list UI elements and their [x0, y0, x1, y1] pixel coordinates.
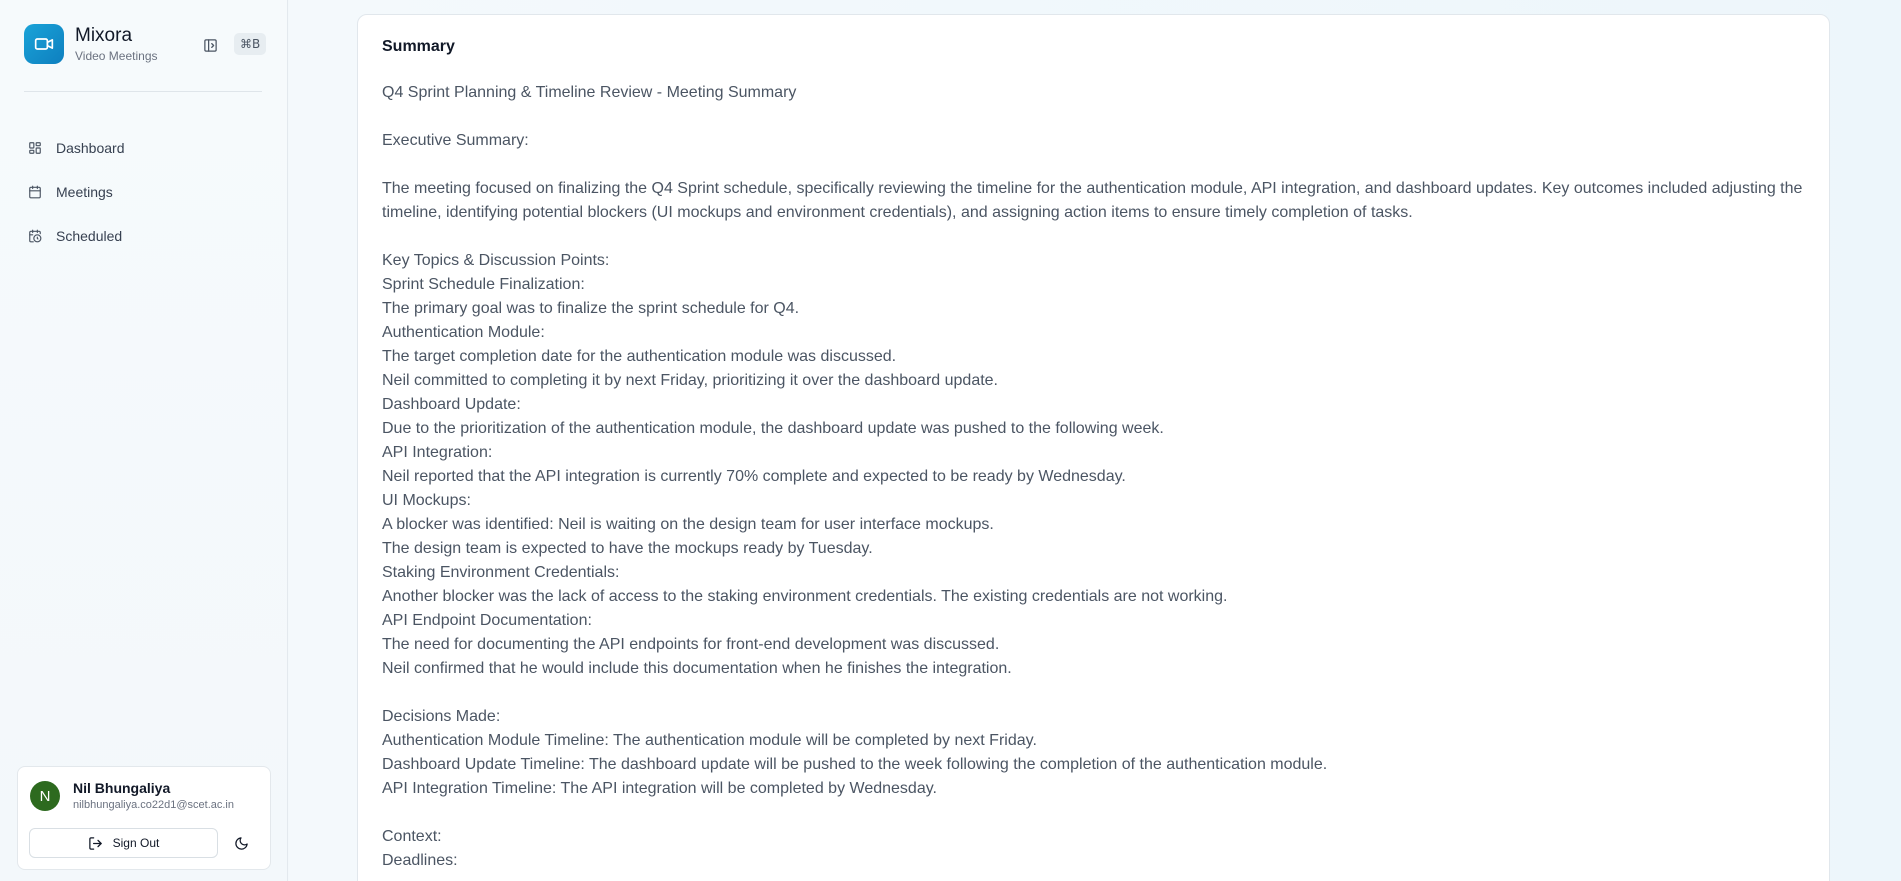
sidebar-nav: [20, 130, 270, 262]
summary-line: Q4 Sprint Planning & Timeline Review - Meeting Summary: [382, 84, 797, 101]
summary-line: API Integration Timeline: The API integration will be completed by Wednesday.: [382, 780, 937, 797]
sign-out-button[interactable]: [29, 828, 218, 858]
sidebar-item-scheduled[interactable]: [20, 218, 270, 254]
sidebar-item-label: Scheduled: [56, 228, 123, 244]
summary-body: [382, 81, 1805, 873]
user-name: Nil Bhungaliya: [73, 780, 171, 796]
summary-line: Sprint Schedule Finalization:: [382, 276, 585, 293]
summary-line: Due to the prioritization of the authentication module, the dashboard update was pushed to the following week.: [382, 420, 1164, 437]
user-card: [17, 766, 271, 870]
summary-line: [382, 681, 1805, 705]
moon-icon[interactable]: [230, 832, 252, 854]
sidebar: [0, 0, 288, 881]
summary-line: A blocker was identified: Neil is waiting on the design team for user interface mockups.: [382, 516, 994, 533]
summary-line: Staking Environment Credentials:: [382, 564, 620, 581]
summary-line: API Endpoint Documentation:: [382, 612, 592, 629]
summary-line: The target completion date for the authentication module was discussed.: [382, 348, 897, 365]
summary-line: Authentication Module Timeline: The authentication module will be completed by next Friday.: [382, 732, 1037, 749]
summary-line: Authentication Module:: [382, 324, 545, 341]
video-camera-icon: [24, 24, 64, 64]
summary-line: The need for documenting the API endpoints for front-end development was discussed.: [382, 636, 1000, 653]
keyboard-shortcut: ⌘B: [234, 33, 266, 55]
summary-line: Context:: [382, 828, 442, 845]
summary-line: [382, 153, 1805, 177]
sign-out-label: Sign Out: [112, 836, 160, 850]
summary-line: [382, 801, 1805, 825]
summary-line: Neil confirmed that he would include this documentation when he finishes the integration.: [382, 660, 1012, 677]
app-subtitle: Video Meetings: [75, 48, 158, 63]
user-email: nilbhungaliya.co22d1@scet.ac.in: [73, 799, 234, 811]
summary-line: Another blocker was the lack of access to the staking environment credentials. The existing credentials are not working.: [382, 588, 1228, 605]
summary-line: [382, 105, 1805, 129]
sidebar-item-dashboard[interactable]: [20, 130, 270, 166]
summary-line: Dashboard Update Timeline: The dashboard update will be pushed to the week following the completion of the authentication module.: [382, 756, 1328, 773]
sidebar-item-label: Meetings: [56, 184, 113, 200]
app-name: Mixora: [75, 24, 133, 46]
sidebar-toggle-icon[interactable]: [199, 34, 221, 56]
summary-line: Neil committed to completing it by next Friday, prioritizing it over the dashboard update.: [382, 372, 998, 389]
summary-line: Key Topics & Discussion Points:: [382, 252, 610, 269]
calendar-icon: [28, 185, 42, 199]
summary-card: [357, 14, 1830, 881]
summary-line: Neil reported that the API integration is currently 70% complete and expected to be ready by Wednesday.: [382, 468, 1126, 485]
summary-line: Executive Summary:: [382, 132, 529, 149]
summary-line: Decisions Made:: [382, 708, 501, 725]
logout-icon: [88, 836, 103, 851]
summary-line: [382, 225, 1805, 249]
calendar-clock-icon: [28, 229, 42, 243]
summary-line: The primary goal was to finalize the sprint schedule for Q4.: [382, 300, 800, 317]
summary-title: Summary: [382, 38, 455, 55]
summary-line: UI Mockups:: [382, 492, 471, 509]
summary-line: The design team is expected to have the mockups ready by Tuesday.: [382, 540, 873, 557]
sidebar-item-meetings[interactable]: [20, 174, 270, 210]
summary-line: The meeting focused on finalizing the Q4 Sprint schedule, specifically reviewing the timeline for the authentication module, API integration, and dashboard updates. Key outcomes included adjusting the timeline, identifying potential blockers (UI mockups and environment credentials), and assigning action items to ensure timely completion of tasks.: [382, 180, 1803, 221]
summary-line: Deadlines:: [382, 852, 458, 869]
sidebar-item-label: Dashboard: [56, 140, 125, 156]
divider: [24, 91, 262, 92]
avatar: N: [30, 781, 60, 811]
grid-icon: [28, 141, 42, 155]
summary-line: API Integration:: [382, 444, 493, 461]
brand: [24, 24, 158, 64]
summary-line: Dashboard Update:: [382, 396, 521, 413]
